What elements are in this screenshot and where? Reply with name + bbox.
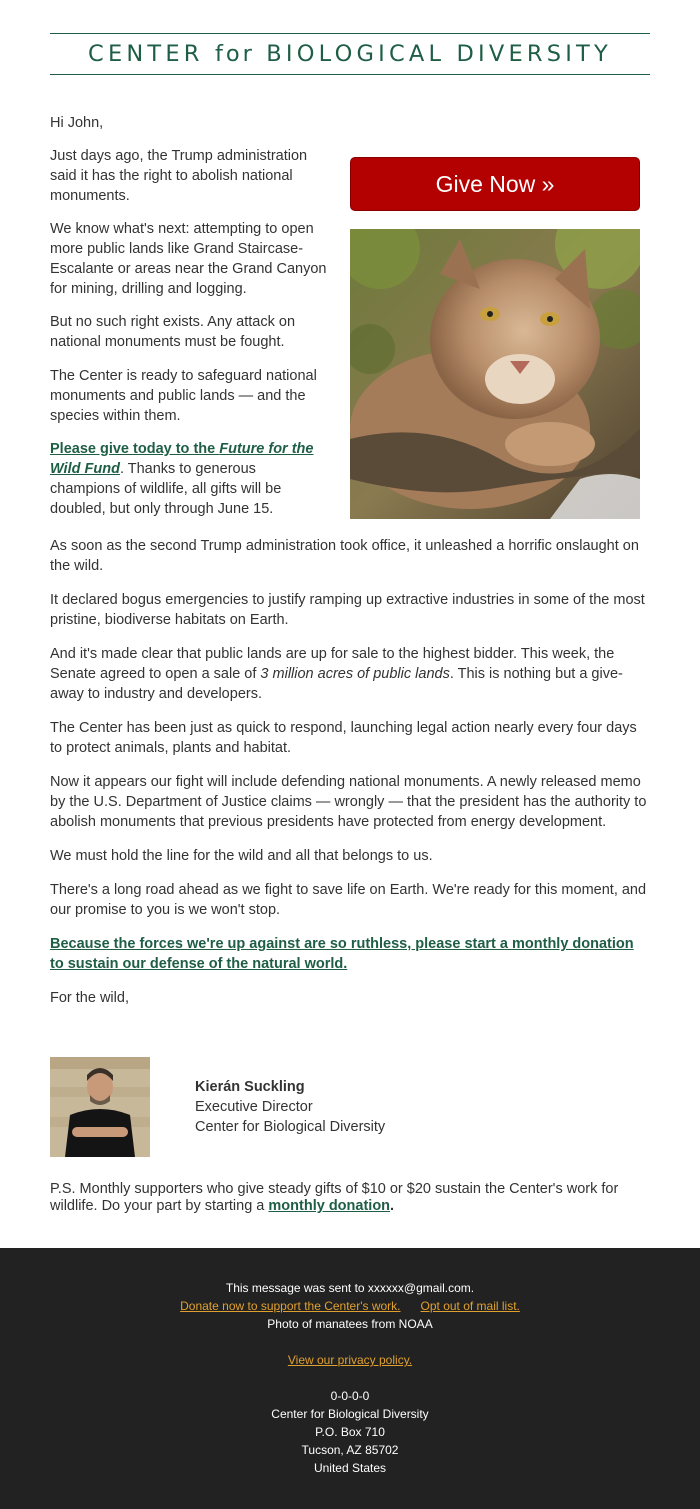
donate-link[interactable]: Donate now to support the Center's work. bbox=[180, 1299, 401, 1313]
body-paragraph: As soon as the second Trump administration took office, it unleashed a horrific onslaught on the wild. bbox=[50, 538, 639, 574]
address-line: Tucson, AZ 85702 bbox=[301, 1443, 399, 1457]
mountain-lion-photo bbox=[350, 229, 640, 519]
signer-org: Center for Biological Diversity bbox=[195, 1119, 386, 1135]
opt-out-link[interactable]: Opt out of mail list. bbox=[420, 1299, 520, 1313]
body-paragraph: It declared bogus emergencies to justify ramping up extractive industries in some of the most pristine, biodiverse habitats on Earth. bbox=[50, 592, 645, 628]
intro-column bbox=[50, 146, 330, 519]
monthly-donation-cta-link[interactable]: Because the forces we're up against are so ruthless, please start a monthly donation to sustain our defense of the natural world. bbox=[50, 936, 634, 972]
address-line: Center for Biological Diversity bbox=[271, 1407, 429, 1421]
privacy-policy-link[interactable]: View our privacy policy. bbox=[287, 1353, 413, 1367]
header-banner bbox=[50, 33, 650, 75]
signer-name: Kierán Suckling bbox=[195, 1079, 305, 1095]
portrait-image bbox=[50, 1057, 150, 1157]
address-line: United States bbox=[313, 1461, 387, 1475]
intro-paragraph: But no such right exists. Any attack on national monuments must be fought. bbox=[50, 314, 296, 350]
sent-to-text: This message was sent to xxxxxx@gmail.com. bbox=[225, 1281, 475, 1295]
give-today-link[interactable]: Please give today to the Future for the Wild Fund bbox=[50, 441, 314, 477]
hero-image[interactable] bbox=[350, 229, 640, 519]
signer-title: Executive Director bbox=[195, 1099, 313, 1115]
footer bbox=[0, 1248, 700, 1509]
intro-paragraph: We know what's next: attempting to open more public lands like Grand Staircase-Escalante or areas near the Grand Canyon for mining, drilling and logging. bbox=[50, 221, 327, 297]
public-lands-paragraph: And it's made clear that public lands are up for sale to the highest bidder. This week, the Senate agreed to open a sale of 3 million acres of public lands. This is nothing but a give-away to industry and developers. bbox=[50, 646, 623, 702]
body-paragraph: The Center has been just as quick to respond, launching legal action nearly every four days to protect animals, plants and habitat. bbox=[50, 720, 637, 756]
logo-part-2: BIOLOGICAL DIVERSITY bbox=[266, 41, 612, 67]
intro-paragraph: The Center is ready to safeguard national monuments and public lands — and the species within them. bbox=[50, 368, 317, 424]
body-paragraph: There's a long road ahead as we fight to save life on Earth. We're ready for this moment, and our promise to you is we won't stop. bbox=[50, 882, 647, 918]
photo-credit: Photo of manatees from NOAA bbox=[267, 1317, 433, 1331]
footer-code: 0-0-0-0 bbox=[330, 1389, 370, 1403]
postscript: P.S. Monthly supporters who give steady gifts of $10 or $20 sustain the Center's work for wildlife. Do your part by starting a monthly donation. bbox=[50, 1181, 619, 1214]
body-paragraph: Now it appears our fight will include defending national monuments. A newly released memo by the U.S. Department of Justice claims — wrongly — that the president has the authority to abolish monuments that previous presidents have protected from energy development. bbox=[50, 774, 647, 830]
logo-part-1: CENTER bbox=[88, 41, 204, 67]
main-content bbox=[50, 536, 650, 1022]
org-logo bbox=[88, 41, 612, 67]
monthly-donation-link[interactable]: monthly donation bbox=[268, 1198, 391, 1214]
signoff: For the wild, bbox=[50, 990, 129, 1006]
give-now-button[interactable]: Give Now » bbox=[350, 157, 640, 211]
footer-links-row bbox=[0, 1297, 700, 1315]
intro-paragraph: Just days ago, the Trump administration said it has the right to abolish national monuments. bbox=[50, 148, 308, 204]
greeting: Hi John, bbox=[50, 115, 104, 131]
signer-photo bbox=[50, 1057, 150, 1157]
address-line: P.O. Box 710 bbox=[315, 1425, 385, 1439]
logo-for: for bbox=[214, 41, 255, 67]
give-today-paragraph: Please give today to the Future for the Wild Fund. Thanks to generous champions of wildlife, all gifts will be doubled, but only through June 15. bbox=[50, 441, 314, 517]
body-paragraph: We must hold the line for the wild and all that belongs to us. bbox=[50, 848, 433, 864]
signature-block bbox=[195, 1077, 385, 1137]
